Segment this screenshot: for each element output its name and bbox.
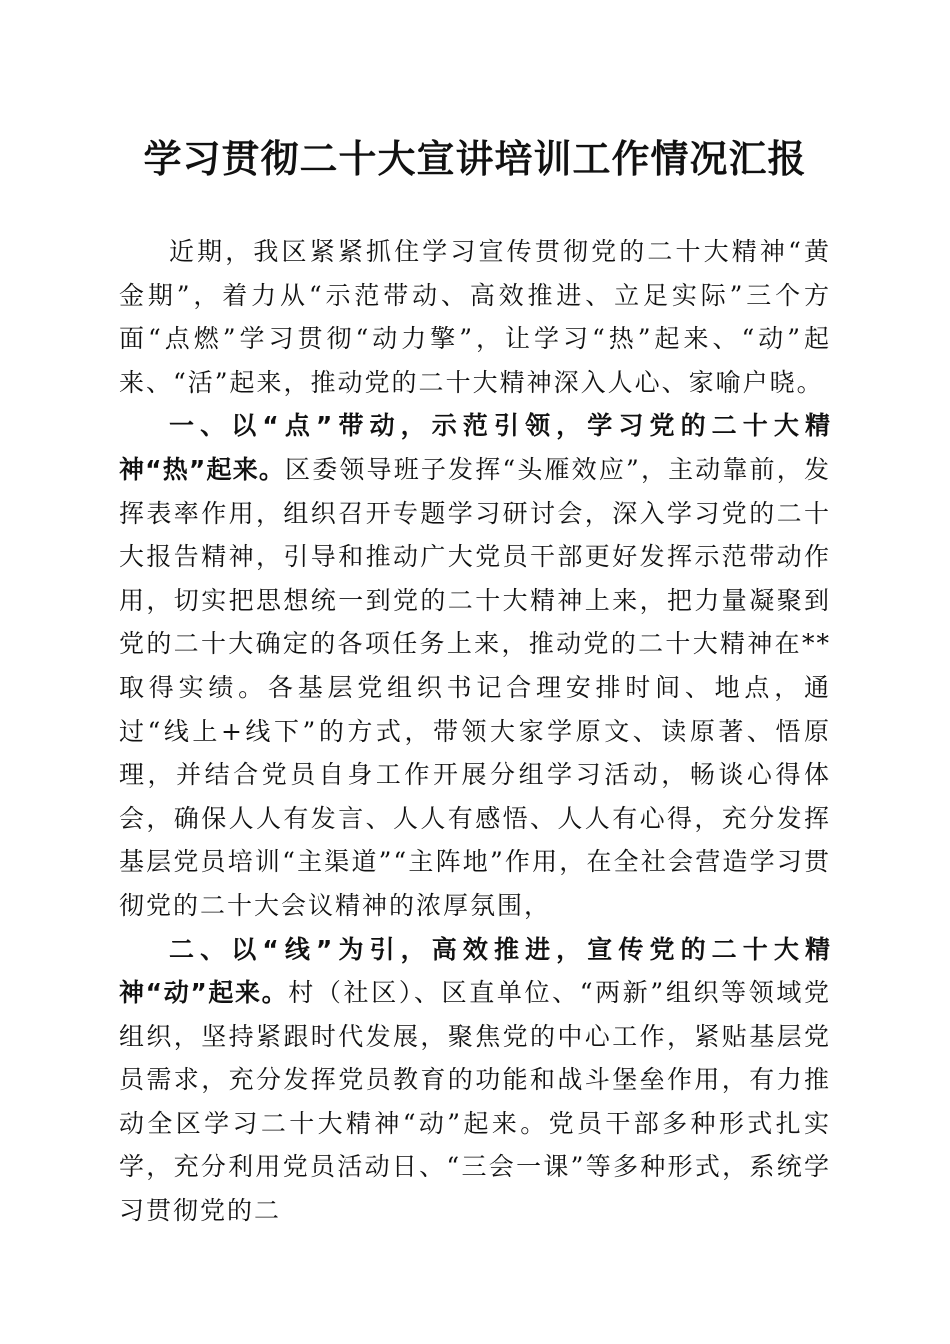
section-one-heading: 一、以“点”带动，示范引领，学习党的二十大精神“热”起来。 [119, 411, 831, 484]
section-two-text: 村（社区）、区直单位、“两新”组织等领域党组织，坚持紧跟时代发展，聚焦党的中心工作，紧贴基层党员需求，充分发挥党员教育的功能和战斗堡垒作用，有力推动全区学习二十大精神“动”起来。党员干部多种形式扎实学，充分利用党员活动日、“三会一课”等多种形式，系统学习贯彻党的二 [119, 978, 831, 1226]
intro-paragraph [119, 230, 831, 404]
section-one-text: 区委领导班子发挥“头雁效应”，主动靠前，发挥表率作用，组织召开专题学习研讨会，深入学习党的二十大报告精神，引导和推动广大党员干部更好发挥示范带动作用，切实把思想统一到党的二十大精神上来，把力量凝聚到党的二十大确定的各项任务上来，推动党的二十大精神在**取得实绩。各基层党组织书记合理安排时间、地点，通过“线上+线下”的方式，带领大家学原文、读原著、悟原理，并结合党员自身工作开展分组学习活动，畅谈心得体会，确保人人有发言、人人有感悟、人人有心得，充分发挥基层党员培训“主渠道”“主阵地”作用，在全社会营造学习贯彻党的二十大会议精神的浓厚氛围， [119, 454, 831, 920]
section-two-paragraph [119, 928, 831, 1233]
paragraph-text: 近期，我区紧紧抓住学习宣传贯彻党的二十大精神“黄金期”，着力从“示范带动、高效推进、立足实际”三个方面“点燃”学习贯彻“动力擎”，让学习“热”起来、“动”起来、“活”起来，推动党的二十大精神深入人心、家喻户晓。 [119, 237, 831, 397]
document-title: 学习贯彻二十大宣讲培训工作情况汇报 [143, 136, 807, 181]
section-one-paragraph [119, 404, 831, 927]
document-body [119, 230, 831, 1233]
section-two-heading: 二、以“线”为引，高效推进，宣传党的二十大精神“动”起来。 [119, 934, 831, 1008]
